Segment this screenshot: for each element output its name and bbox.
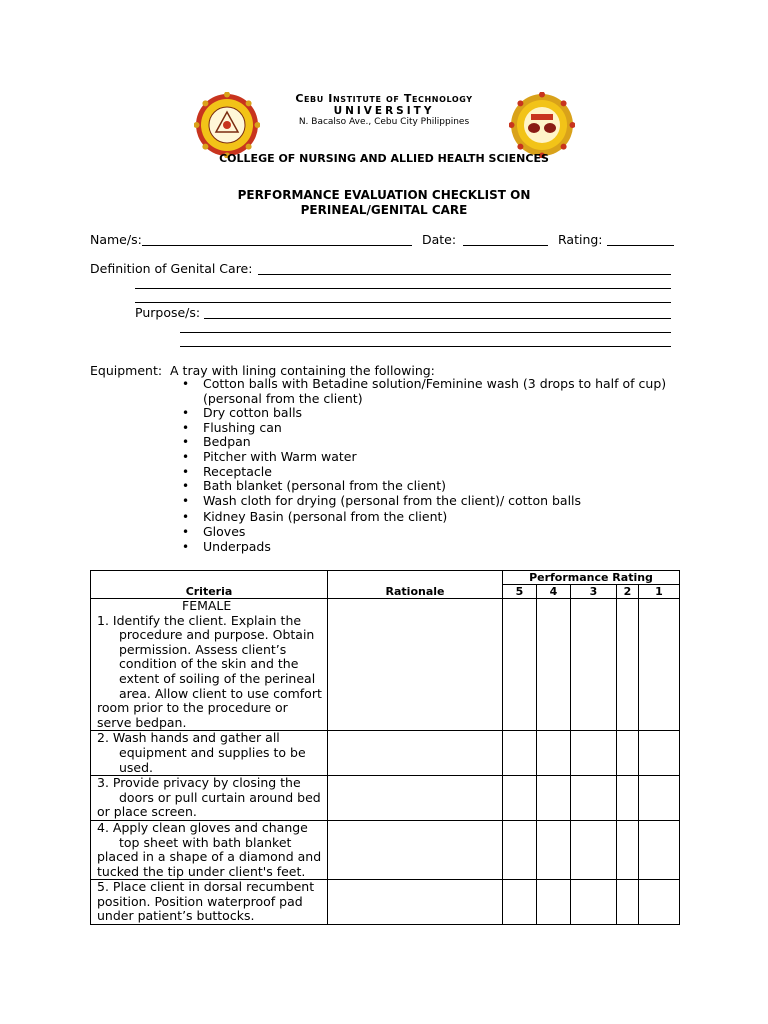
rating-cell[interactable] [639, 880, 680, 925]
equipment-item: • Flushing can [182, 421, 682, 436]
rating-cell[interactable] [537, 880, 571, 925]
rating-cell[interactable] [503, 880, 537, 925]
definition-field-line-3[interactable] [135, 302, 671, 303]
step-first-line: 5. Place client in dorsal recumbent position. Position waterproof pad under patient’s buttocks. [97, 879, 315, 924]
rating-cell[interactable] [503, 776, 537, 821]
section-label: FEMALE [182, 598, 232, 613]
table-row [91, 820, 680, 879]
criteria-header [91, 571, 328, 599]
rating-4-header: 4 [537, 585, 571, 599]
table-row [91, 599, 680, 731]
rating-cell[interactable] [571, 820, 617, 879]
equipment-item: • Kidney Basin (personal from the client) [182, 510, 682, 525]
rating-cell[interactable] [571, 599, 617, 731]
equipment-item: • Bath blanket (personal from the client) [182, 479, 682, 494]
step-tail: room prior to the procedure or serve bedpan. [97, 700, 288, 730]
university-name: UNIVERSITY [333, 105, 435, 117]
equipment-intro: A tray with lining containing the following: [170, 363, 435, 378]
rating-cell[interactable] [639, 820, 680, 879]
performance-rating-header: Performance Rating [503, 571, 680, 585]
address: N. Bacalso Ave., Cebu City Philippines [298, 117, 470, 127]
rating-1-header: 1 [639, 585, 680, 599]
rating-cell[interactable] [617, 731, 639, 776]
criteria-cell [91, 880, 328, 925]
table-row [91, 880, 680, 925]
rating-label: Rating: [558, 232, 603, 247]
rating-cell[interactable] [503, 599, 537, 731]
definition-label: Definition of Genital Care: [90, 261, 253, 276]
equipment-item: • Gloves [182, 525, 682, 540]
rating-5-header: 5 [503, 585, 537, 599]
name-label: Name/s: [90, 232, 142, 247]
rating-cell[interactable] [503, 731, 537, 776]
rating-3-header: 3 [571, 585, 617, 599]
rating-cell[interactable] [617, 599, 639, 731]
step-continuation: equipment and supplies to be used. [119, 744, 306, 775]
equipment-item: • Underpads [182, 540, 682, 555]
step-first-line: 1. Identify the client. Explain the [97, 612, 302, 628]
equipment-item: • Pitcher with Warm water [182, 450, 682, 465]
rationale-cell[interactable] [328, 599, 503, 731]
table-row [91, 731, 680, 776]
rating-cell[interactable] [639, 776, 680, 821]
step-first-line: 2. Wash hands and gather all [97, 730, 280, 746]
rating-cell[interactable] [617, 776, 639, 821]
date-field[interactable] [463, 245, 548, 246]
rating-cell[interactable] [537, 599, 571, 731]
date-label: Date: [422, 232, 457, 247]
rationale-header-text: Rationale [385, 585, 445, 598]
table-row [91, 776, 680, 821]
definition-field-line-1[interactable] [258, 274, 671, 275]
purpose-field-line-1[interactable] [204, 318, 671, 319]
step-tail: or place screen. [97, 804, 197, 820]
checklist-table [90, 570, 680, 925]
rationale-header [328, 571, 503, 599]
equipment-item: • Cotton balls with Betadine solution/Feminine wash (3 drops to half of cup) (personal from the client) [182, 377, 682, 406]
rating-cell[interactable] [537, 820, 571, 879]
purpose-label: Purpose/s: [135, 305, 201, 320]
rating-cell[interactable] [537, 776, 571, 821]
rating-cell[interactable] [503, 820, 537, 879]
equipment-list [182, 377, 682, 554]
institution-name: Cebu Institute of Technology [295, 92, 473, 105]
step-tail: placed in a shape of a diamond and tucked the tip under client's feet. [97, 849, 322, 879]
rating-cell[interactable] [617, 820, 639, 879]
rating-cell[interactable] [571, 731, 617, 776]
criteria-cell [91, 820, 328, 879]
rating-cell[interactable] [571, 776, 617, 821]
rating-cell[interactable] [571, 880, 617, 925]
rating-cell[interactable] [639, 731, 680, 776]
step-continuation: top sheet with bath blanket [119, 834, 292, 850]
page-subtitle: PERINEAL/GENITAL CARE [300, 203, 468, 217]
page-title: PERFORMANCE EVALUATION CHECKLIST ON [237, 188, 531, 202]
criteria-cell [91, 599, 328, 731]
purpose-field-line-2[interactable] [180, 332, 671, 333]
definition-field-line-2[interactable] [135, 288, 671, 289]
rationale-cell[interactable] [328, 820, 503, 879]
equipment-item: • Bedpan [182, 435, 682, 450]
step-first-line: 3. Provide privacy by closing the [97, 775, 301, 791]
equipment-item: • Receptacle [182, 465, 682, 480]
rationale-cell[interactable] [328, 731, 503, 776]
step-first-line: 4. Apply clean gloves and change [97, 819, 308, 835]
rating-field[interactable] [607, 245, 674, 246]
rationale-cell[interactable] [328, 776, 503, 821]
equipment-item: • Dry cotton balls [182, 406, 682, 421]
step-continuation: procedure and purpose. Obtain permission. Assess client’s condition of the skin and the extent of soiling of the perineal area. Allow client to use comfort [119, 627, 322, 701]
rationale-cell[interactable] [328, 880, 503, 925]
rating-2-header: 2 [617, 585, 639, 599]
equipment-label-text: Equipment: [90, 363, 163, 378]
criteria-header-text: Criteria [185, 585, 233, 598]
college-name: COLLEGE OF NURSING AND ALLIED HEALTH SCIENCES [219, 152, 549, 165]
rating-cell[interactable] [617, 880, 639, 925]
step-continuation: doors or pull curtain around bed [119, 789, 321, 805]
equipment-item: • Wash cloth for drying (personal from the client)/ cotton balls [182, 494, 682, 509]
purpose-field-line-3[interactable] [180, 346, 671, 347]
name-field[interactable] [142, 245, 412, 246]
criteria-cell [91, 731, 328, 776]
rating-cell[interactable] [537, 731, 571, 776]
rating-cell[interactable] [639, 599, 680, 731]
criteria-cell [91, 776, 328, 821]
